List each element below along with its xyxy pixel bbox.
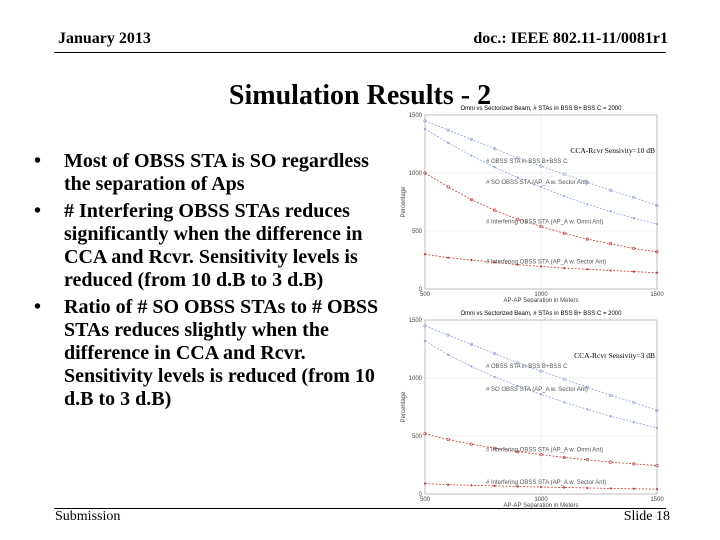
x-tick-label: 1500 (650, 497, 664, 503)
y-tick-label: 0 (418, 492, 422, 498)
series-legend-label: # SO OBSS STA (AP_A w. Sector Ant) (486, 179, 588, 186)
data-point (656, 488, 658, 490)
data-point (494, 166, 496, 168)
data-point (563, 401, 565, 403)
footer-rule (54, 508, 666, 509)
series-legend-label: # SO OBSS STA (AP_A w. Sector Ant) (486, 387, 588, 394)
series-legend-label: # OBSS STA in BSS B+BSS C (486, 364, 568, 371)
y-tick-label: 500 (411, 229, 422, 235)
footer-submission: Submission (55, 509, 121, 524)
data-point (447, 484, 449, 486)
chart-annotation: CCA-Rcvr Sensivity=10 dB (570, 146, 655, 155)
data-point (633, 217, 635, 219)
x-tick-label: 500 (419, 292, 431, 298)
data-point (633, 421, 635, 423)
bullet-dot-icon: • (34, 150, 42, 172)
data-point (610, 269, 612, 271)
x-tick-label: 1500 (650, 292, 664, 298)
chart-svg (395, 103, 670, 303)
x-axis-label: AP-AP Separation in Meters (503, 298, 579, 303)
bullet-text: Ratio of # SO OBSS STAs to # OBSS STAs reduces slightly when the difference in CCA and Rcvr. Sensitivity levels is reduced (from 10 d.B to 3 d.B) (64, 296, 379, 410)
data-point (540, 393, 542, 395)
data-point (656, 272, 658, 274)
bullet-item (34, 296, 394, 411)
y-axis-label: Percentage (401, 186, 407, 218)
bullet-dot-icon: • (34, 296, 42, 318)
x-tick-label: 1000 (534, 497, 548, 503)
x-tick-label: 500 (419, 497, 431, 503)
chart-cca-3db (395, 308, 670, 508)
bullet-text: Most of OBSS STA is SO regardless the separation of Aps (64, 150, 369, 195)
data-point (470, 365, 472, 367)
y-tick-label: 500 (411, 434, 422, 440)
data-point (563, 486, 565, 488)
data-point (610, 415, 612, 417)
data-point (424, 482, 426, 484)
chart-svg (395, 308, 670, 508)
data-point (633, 488, 635, 490)
y-tick-label: 1500 (408, 113, 422, 119)
data-point (447, 142, 449, 144)
data-point (586, 487, 588, 489)
y-tick-label: 1000 (408, 171, 422, 177)
slide-title: Simulation Results - 2 (228, 80, 492, 111)
data-point (447, 354, 449, 356)
data-point (470, 155, 472, 157)
chart-cca-10db (395, 103, 670, 303)
data-point (610, 487, 612, 489)
y-tick-label: 1500 (408, 318, 422, 324)
data-point (424, 128, 426, 130)
data-point (563, 267, 565, 269)
series-legend-label: # Interfering OBSS STA (AP_A w. Omni Ant) (486, 447, 604, 454)
data-point (470, 259, 472, 261)
header-doc-id: doc.: IEEE 802.11-11/0081r1 (473, 30, 668, 47)
data-point (633, 271, 635, 273)
x-tick-label: 1000 (534, 292, 548, 298)
data-point (586, 203, 588, 205)
bullet-dot-icon: • (34, 200, 42, 222)
chart-title: Omni vs Sectorized Beam, # STAs in BSS B+ BSS C = 2000 (460, 311, 622, 317)
series-legend-label: # Interfering OBSS STA (AP_A w. Omni Ant) (486, 219, 604, 226)
data-point (540, 265, 542, 267)
header-rule (54, 52, 666, 53)
y-tick-label: 0 (418, 287, 422, 293)
series-legend-label: # Interfering OBSS STA (AP_A w. Sector Ant) (486, 480, 607, 487)
data-point (424, 340, 426, 342)
chart-annotation: CCA-Rcvr Sensivity=3 dB (574, 351, 655, 360)
data-point (610, 210, 612, 212)
data-point (424, 253, 426, 255)
data-point (470, 484, 472, 486)
data-point (447, 186, 450, 189)
data-point (540, 486, 542, 488)
data-point (586, 408, 588, 410)
data-point (494, 376, 496, 378)
data-point (586, 268, 588, 270)
y-tick-label: 1000 (408, 376, 422, 382)
series-legend-label: # Interfering OBSS STA (AP_A w. Sector Ant) (486, 259, 607, 266)
bullet-item (34, 150, 394, 196)
bullet-list (34, 150, 394, 415)
data-point (447, 257, 449, 259)
data-point (517, 177, 519, 179)
chart-title: Omni vs Sectorized Beam, # STAs in BSS B+ BSS C = 2000 (460, 106, 622, 112)
data-point (656, 427, 658, 429)
data-point (540, 186, 542, 188)
data-point (563, 195, 565, 197)
bullet-text: # Interfering OBSS STAs reduces significantly when the difference in CCA and Rcvr. Sensitivity levels is reduced (from 10 d.B to 3 d.B) (64, 200, 363, 291)
series-legend-label: # OBSS STA in BSS B+BSS C (486, 159, 568, 166)
bullet-item (34, 200, 394, 292)
data-point (656, 223, 658, 225)
header-date: January 2013 (58, 30, 151, 47)
footer-slide-number: Slide 18 (623, 509, 670, 524)
y-axis-label: Percentage (401, 391, 407, 423)
x-axis-label: AP-AP Separation in Meters (503, 503, 579, 508)
